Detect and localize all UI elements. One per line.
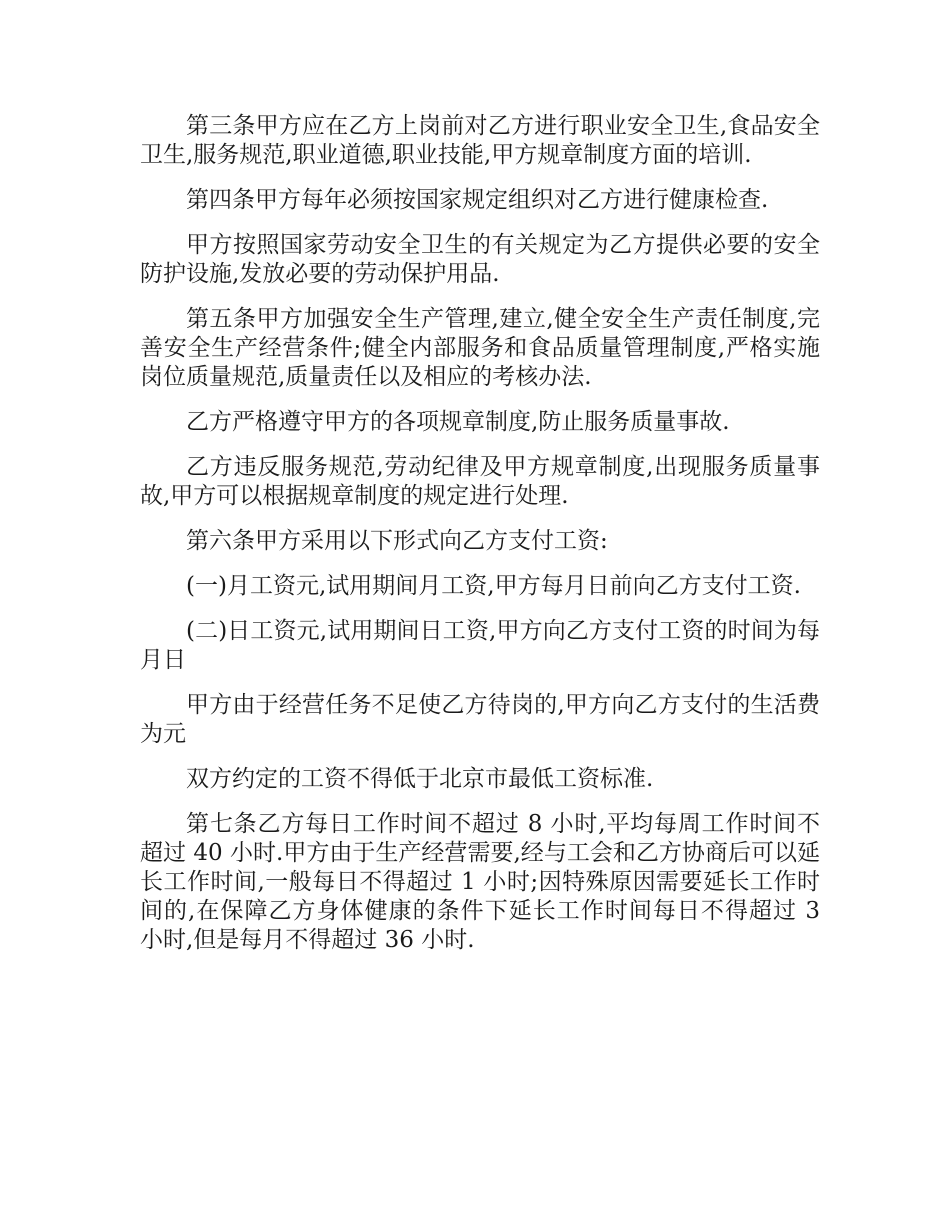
paragraph-safety-equipment: 甲方按照国家劳动安全卫生的有关规定为乙方提供必要的安全防护设施,发放必要的劳动保护用品. xyxy=(140,232,820,287)
paragraph-article-5: 第五条甲方加强安全生产管理,建立,健全安全生产责任制度,完善安全生产经营条件;健全内部服务和食品质量管理制度,严格实施岗位质量规范,质量责任以及相应的考核办法. xyxy=(140,306,820,390)
paragraph-article-3: 第三条甲方应在乙方上岗前对乙方进行职业安全卫生,食品安全卫生,服务规范,职业道德,职业技能,甲方规章制度方面的培训. xyxy=(140,113,820,168)
paragraph-standby-allowance: 甲方由于经营任务不足使乙方待岗的,甲方向乙方支付的生活费为元 xyxy=(140,692,820,747)
paragraph-minimum-wage: 双方约定的工资不得低于北京市最低工资标准. xyxy=(186,766,654,792)
paragraph-article-6: 第六条甲方采用以下形式向乙方支付工资: xyxy=(186,528,608,554)
paragraph-article-4: 第四条甲方每年必须按国家规定组织对乙方进行健康检查. xyxy=(186,187,769,213)
document-body xyxy=(140,112,820,971)
paragraph-article-7: 第七条乙方每日工作时间不超过 8 小时,平均每周工作时间不超过 40 小时.甲方由于生产经营需要,经与工会和乙方协商后可以延长工作时间,一般每日不得超过 1 小时;因特殊原因需要延长工作时间的,在保障乙方身体健康的条件下延长工作时间每日不得超过 3 小时,但是每月不得超过 36 小时. xyxy=(140,811,820,953)
paragraph-daily-wage: (二)日工资元,试用期间日工资,甲方向乙方支付工资的时间为每月日 xyxy=(140,618,820,673)
paragraph-violation: 乙方违反服务规范,劳动纪律及甲方规章制度,出现服务质量事故,甲方可以根据规章制度的规定进行处理. xyxy=(140,454,820,509)
paragraph-monthly-wage: (一)月工资元,试用期间月工资,甲方每月日前向乙方支付工资. xyxy=(186,573,801,599)
paragraph-compliance: 乙方严格遵守甲方的各项规章制度,防止服务质量事故. xyxy=(186,409,730,435)
